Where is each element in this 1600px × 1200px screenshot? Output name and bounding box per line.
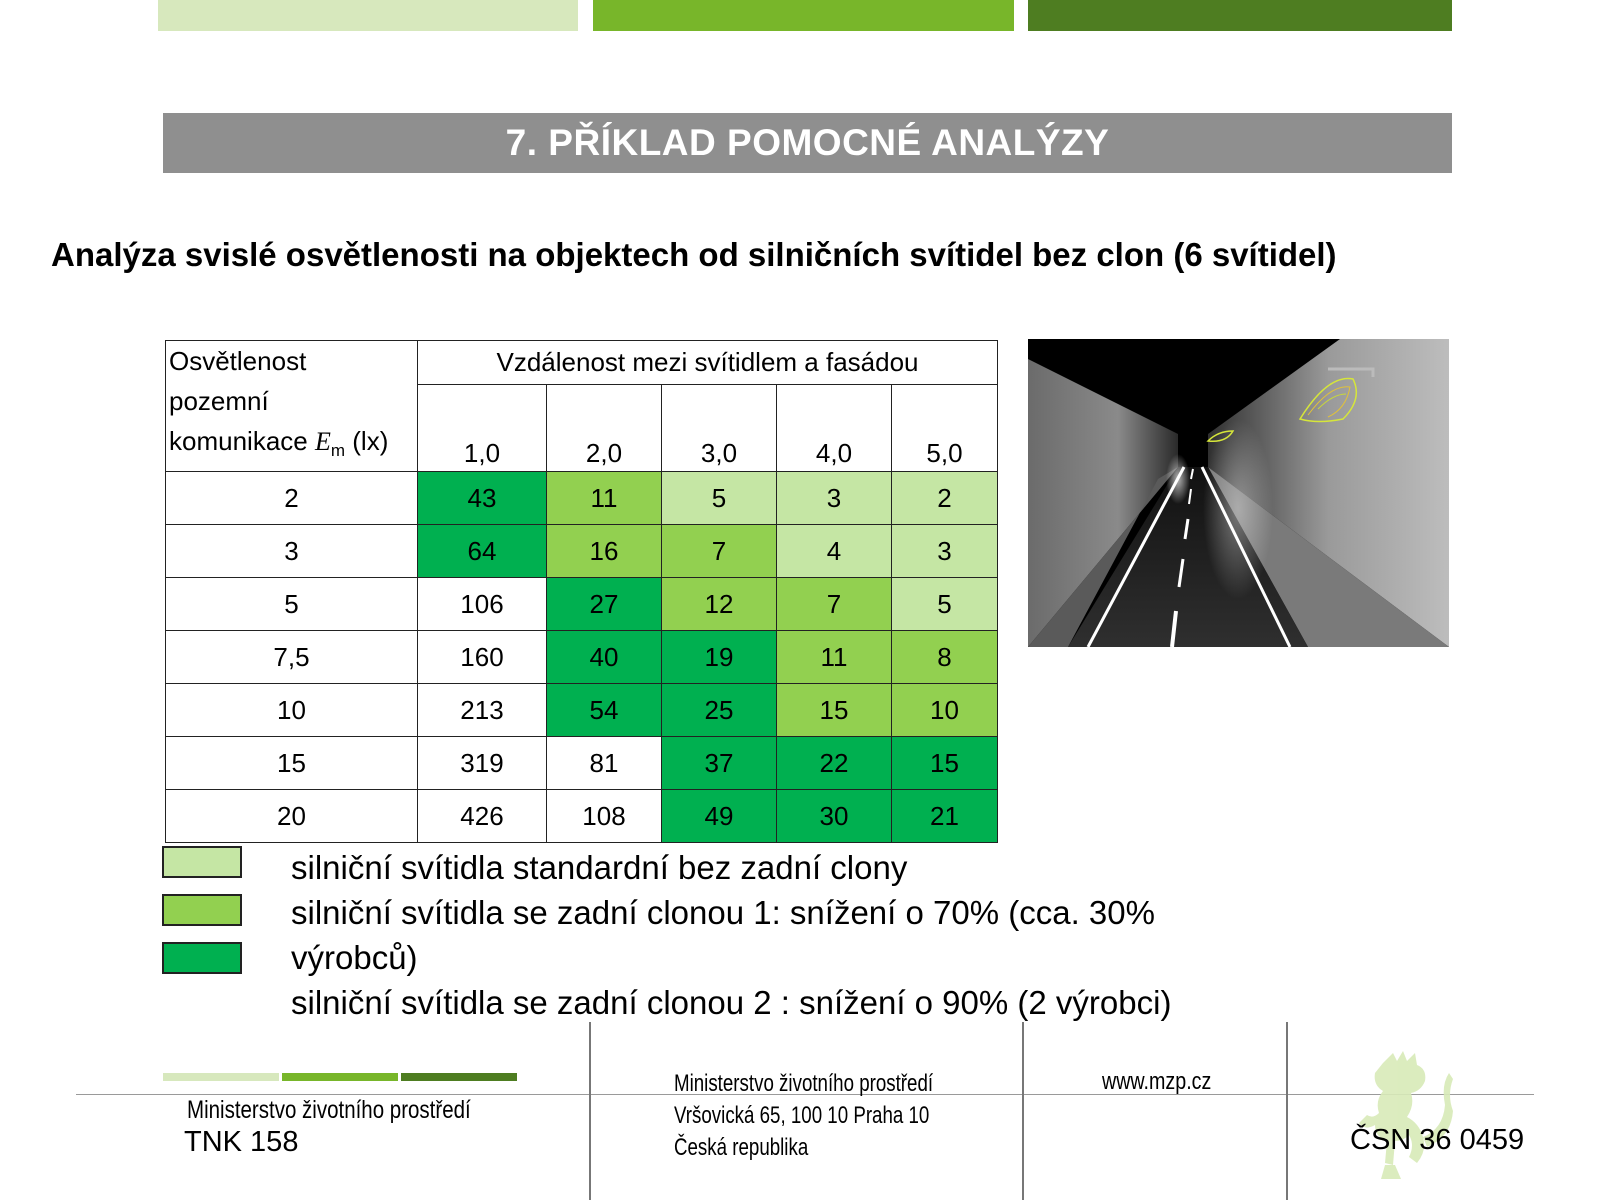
- row-header-unit: (lx): [345, 426, 389, 456]
- row-label: 3: [166, 525, 418, 578]
- footer-separator-2: [1022, 1022, 1024, 1200]
- table-cell: 37: [662, 737, 777, 790]
- table-cell: 426: [418, 790, 547, 843]
- row-header-line-3: [169, 421, 417, 471]
- table-cell: 7: [662, 525, 777, 578]
- legend-line-2: silniční svítidla se zadní clonou 1: snížení o 70% (cca. 30%: [291, 894, 1155, 931]
- slide-title: 7. PŘÍKLAD POMOCNÉ ANALÝZY: [163, 113, 1452, 173]
- table-cell: 49: [662, 790, 777, 843]
- table-cell: 5: [662, 472, 777, 525]
- table-cell: 5: [892, 578, 998, 631]
- column-header-1: 1,0: [418, 385, 547, 472]
- table-cell: 108: [547, 790, 662, 843]
- table-cell: 54: [547, 684, 662, 737]
- row-label: 20: [166, 790, 418, 843]
- footer-ministry: Ministerstvo životního prostředí: [187, 1096, 471, 1124]
- table-cell: 30: [777, 790, 892, 843]
- table-row: [166, 472, 998, 525]
- row-label: 2: [166, 472, 418, 525]
- table-row: [166, 737, 998, 790]
- address-line-3: Česká republika: [674, 1134, 809, 1161]
- footer-bar-dark: [401, 1073, 517, 1081]
- table-row: [166, 790, 998, 843]
- table-cell: 4: [777, 525, 892, 578]
- footer-bar-mid: [282, 1073, 398, 1081]
- column-header-2: 2,0: [547, 385, 662, 472]
- top-bar-dark: [1028, 0, 1452, 31]
- street-render-svg: [1028, 339, 1449, 647]
- row-label: 5: [166, 578, 418, 631]
- row-label: 15: [166, 737, 418, 790]
- illuminance-table: [165, 340, 998, 843]
- top-bar-light: [158, 0, 578, 31]
- table-cell: 16: [547, 525, 662, 578]
- table-cell: 81: [547, 737, 662, 790]
- address-line-1: Ministerstvo životního prostředí: [674, 1070, 934, 1097]
- table-cell: 3: [777, 472, 892, 525]
- column-header-3: 3,0: [662, 385, 777, 472]
- table-cell: 7: [777, 578, 892, 631]
- legend-swatch-clona-1: [162, 894, 242, 926]
- table-cell: 319: [418, 737, 547, 790]
- footer-bar-light: [163, 1073, 279, 1081]
- em-symbol: E: [314, 427, 331, 456]
- column-group-header: Vzdálenost mezi svítidlem a fasádou: [418, 341, 998, 385]
- table-cell: 19: [662, 631, 777, 684]
- table-cell: 25: [662, 684, 777, 737]
- row-label: 10: [166, 684, 418, 737]
- table-cell: 106: [418, 578, 547, 631]
- legend-line-4: silniční svítidla se zadní clonou 2 : snížení o 90% (2 výrobci): [291, 984, 1172, 1021]
- slide-subtitle: Analýza svislé osvětlenosti na objektech od silničních svítidel bez clon (6 svítidel): [51, 236, 1337, 273]
- table-cell: 11: [547, 472, 662, 525]
- table-row: [166, 631, 998, 684]
- column-header-5: 5,0: [892, 385, 998, 472]
- legend-swatch-standard: [162, 846, 242, 878]
- table-cell: 11: [777, 631, 892, 684]
- column-header-4: 4,0: [777, 385, 892, 472]
- table-cell: 22: [777, 737, 892, 790]
- table-row: [166, 684, 998, 737]
- legend-line-3: výrobců): [291, 939, 418, 976]
- legend-line-1: silniční svítidla standardní bez zadní clony: [291, 849, 908, 886]
- em-subscript: m: [330, 441, 346, 461]
- table-cell: 3: [892, 525, 998, 578]
- table-cell: 64: [418, 525, 547, 578]
- table-cell: 15: [892, 737, 998, 790]
- table-cell: 10: [892, 684, 998, 737]
- footer-separator-3: [1286, 1022, 1288, 1200]
- row-header-line-1: Osvětlenost: [169, 346, 307, 376]
- row-label: 7,5: [166, 631, 418, 684]
- table-cell: 8: [892, 631, 998, 684]
- legend-swatch-clona-2: [162, 942, 242, 974]
- footer-tnk: TNK 158: [184, 1126, 299, 1158]
- row-header-cell: [166, 341, 418, 472]
- table-cell: 213: [418, 684, 547, 737]
- street-lighting-render: [1028, 339, 1449, 647]
- footer-separator-1: [589, 1022, 591, 1200]
- table-row: [166, 578, 998, 631]
- footer-standard: ČSN 36 0459: [1350, 1124, 1525, 1156]
- czech-lion-logo: [1345, 1045, 1465, 1180]
- address-line-2: Vršovická 65, 100 10 Praha 10: [674, 1102, 930, 1129]
- table-cell: 21: [892, 790, 998, 843]
- top-bar-mid: [593, 0, 1014, 31]
- legend-text: [291, 845, 1311, 1025]
- table-cell: 27: [547, 578, 662, 631]
- footer-website-link[interactable]: www.mzp.cz: [1102, 1068, 1212, 1095]
- row-header-line-2: pozemní: [169, 386, 269, 416]
- table-cell: 2: [892, 472, 998, 525]
- table-row: [166, 525, 998, 578]
- table-cell: 12: [662, 578, 777, 631]
- table-cell: 40: [547, 631, 662, 684]
- table-cell: 43: [418, 472, 547, 525]
- table-cell: 160: [418, 631, 547, 684]
- row-header-line-3-text: komunikace: [169, 426, 315, 456]
- lion-logo-svg: [1345, 1045, 1465, 1180]
- table-cell: 15: [777, 684, 892, 737]
- footer-address: [674, 1068, 933, 1164]
